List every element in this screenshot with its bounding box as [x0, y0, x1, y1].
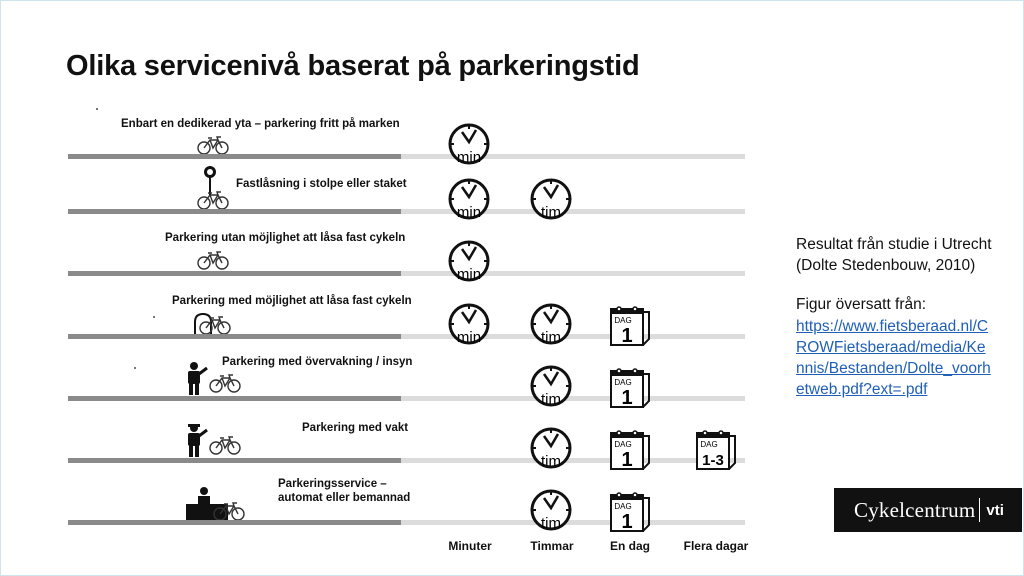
logo-name: Cykelcentrum [854, 497, 976, 522]
slide-title: Olika servicenivå baserat på parkeringstid [66, 50, 640, 82]
clock-min-icon [447, 177, 493, 223]
person-icon [185, 362, 209, 396]
bicycle-icon [196, 251, 232, 271]
svg-text:1: 1 [621, 325, 633, 347]
column-label-hours: Timmar [530, 539, 574, 553]
source-translated-label: Figur översatt från: [796, 296, 927, 313]
guard-icon [185, 424, 209, 458]
row-label: Fastlåsning i stolpe eller staket [236, 178, 407, 190]
svg-text:DAG: DAG [614, 378, 632, 387]
column-label-one-day: En dag [609, 539, 650, 553]
bicycle-icon [196, 191, 232, 211]
clock-min-icon [447, 122, 493, 168]
svg-text:DAG: DAG [614, 502, 632, 511]
column-label-several-days: Flera dagar [683, 539, 749, 553]
svg-text:tim: tim [541, 391, 561, 408]
svg-text:tim: tim [541, 515, 561, 532]
svg-text:1: 1 [621, 511, 633, 533]
svg-text:tim: tim [541, 204, 561, 221]
logo-org: vti [986, 501, 1004, 519]
calendar-day-icon [609, 492, 651, 534]
bicycle-icon [208, 436, 244, 456]
source-link-line3[interactable]: nnis/Bestanden/Dolte_voorh [796, 360, 991, 377]
calendar-day-icon [609, 306, 651, 348]
row-label: Parkering med möjlighet att låsa fast cykeln [172, 295, 412, 307]
svg-text:tim: tim [541, 453, 561, 470]
row-label: Parkering utan möjlighet att låsa fast cykeln [165, 232, 406, 244]
clock-tim-icon [529, 302, 575, 348]
row-dedicated-area [0, 110, 1024, 170]
bicycle-rack-icon [192, 312, 234, 336]
svg-text:DAG: DAG [700, 440, 718, 449]
source-study-line2: (Dolte Stedenbouw, 2010) [796, 257, 976, 274]
source-link-line4[interactable]: etweb.pdf?ext=.pdf [796, 381, 928, 398]
clock-min-icon [447, 302, 493, 348]
svg-text:tim: tim [541, 329, 561, 346]
row-label: Parkering med vakt [302, 422, 409, 434]
svg-text:1-3: 1-3 [702, 452, 724, 469]
clock-tim-icon [529, 177, 575, 223]
source-link-line1[interactable]: https://www.fietsberaad.nl/C [796, 318, 989, 335]
svg-text:DAG: DAG [614, 316, 632, 325]
svg-text:1: 1 [621, 449, 633, 471]
row-label: Enbart en dedikerad yta – parkering fritt på marken [121, 118, 400, 130]
clock-min-icon [447, 239, 493, 285]
row-guard [0, 416, 1024, 476]
clock-tim-icon [529, 426, 575, 472]
calendar-day-icon [609, 430, 651, 472]
calendar-day-icon [609, 368, 651, 410]
bicycle-icon [208, 374, 244, 394]
cykelcentrum-vti-logo [834, 488, 1022, 532]
svg-text:min: min [456, 204, 482, 221]
row-label-line1: Parkeringsservice – [278, 478, 387, 490]
svg-text:min: min [456, 266, 482, 283]
svg-text:min: min [456, 329, 482, 346]
clock-tim-icon [529, 488, 575, 534]
row-label: Parkering med övervakning / insyn [222, 356, 413, 368]
svg-text:min: min [456, 149, 482, 166]
row-lock-to-post [0, 165, 1024, 225]
clock-tim-icon [529, 364, 575, 410]
row-label-line2: automat eller bemannad [278, 492, 411, 504]
column-label-minutes: Minuter [448, 539, 492, 553]
bicycle-icon [196, 136, 232, 156]
source-study-line1: Resultat från studie i Utrecht [796, 236, 992, 253]
svg-text:DAG: DAG [614, 440, 632, 449]
staffed-booth-icon [186, 486, 248, 522]
svg-text:1: 1 [621, 387, 633, 409]
calendar-multi-day-icon [695, 430, 737, 472]
source-link-line2[interactable]: ROWFietsberaad/media/Ke [796, 339, 986, 356]
